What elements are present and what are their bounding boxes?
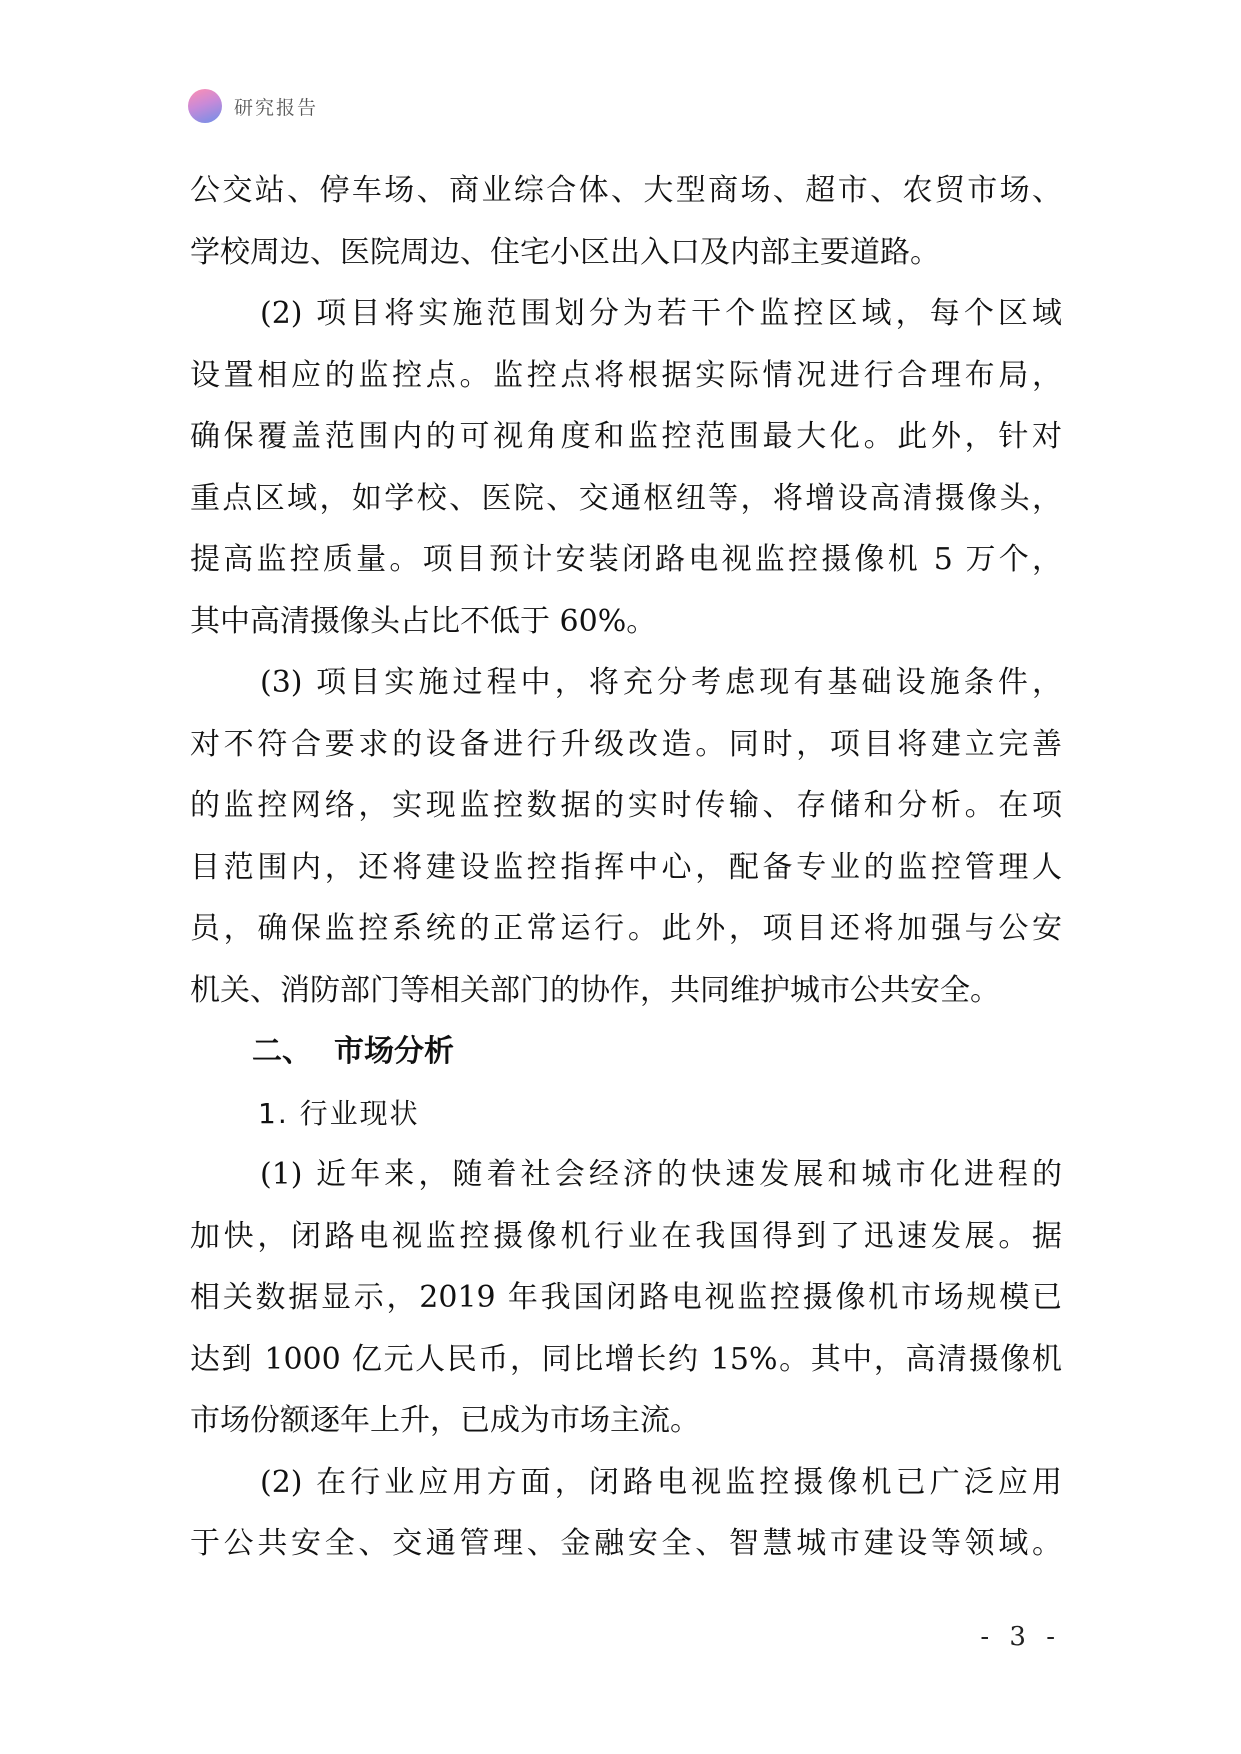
page-number: - 3 - (980, 1622, 1061, 1652)
text-line: (1) 近年来，随着社会经济的快速发展和城市化进程的 (260, 1157, 1062, 1192)
text-line: 加快，闭路电视监控摄像机行业在我国得到了迅速发展。据 (190, 1218, 1062, 1254)
report-header (188, 88, 318, 124)
text-line: (2) 项目将实施范围划分为若干个监控区域，每个区域 (260, 296, 1062, 331)
text-line: 机关、消防部门等相关部门的协作，共同维护城市公共安全。 (190, 972, 1000, 1008)
text-line: 员，确保监控系统的正常运行。此外，项目还将加强与公安 (190, 911, 1062, 946)
text-line: 于公共安全、交通管理、金融安全、智慧城市建设等领域。 (190, 1526, 1062, 1561)
logo-circle-icon (188, 89, 222, 123)
text-line: 的监控网络，实现监控数据的实时传输、存储和分析。在项 (190, 788, 1062, 823)
text-line: 设置相应的监控点。监控点将根据实际情况进行合理布局， (190, 357, 1062, 393)
document-body (190, 160, 1062, 1575)
paragraph-block-1 (190, 160, 1062, 1021)
text-line: 学校周边、医院周边、住宅小区出入口及内部主要道路。 (190, 234, 940, 270)
text-line: 市场份额逐年上升，已成为市场主流。 (190, 1403, 700, 1438)
paragraph-block-2 (190, 1144, 1062, 1575)
text-line: 相关数据显示，2019 年我国闭路电视监控摄像机市场规模已 (190, 1280, 1062, 1315)
text-line: 公交站、停车场、商业综合体、大型商场、超市、农贸市场、 (190, 173, 1062, 208)
header-title: 研究报告 (234, 96, 319, 119)
text-line: (3) 项目实施过程中，将充分考虑现有基础设施条件， (260, 665, 1062, 700)
section-heading (190, 1021, 1062, 1083)
text-line: 确保覆盖范围内的可视角度和监控范围最大化。此外，针对 (190, 419, 1062, 454)
text-line: 达到 1000 亿元人民币，同比增长约 15%。其中，高清摄像机 (190, 1341, 1062, 1377)
text-line: 目范围内，还将建设监控指挥中心，配备专业的监控管理人 (190, 849, 1062, 885)
text-line: 其中高清摄像头占比不低于 60%。 (190, 603, 657, 639)
section-number: 二、 (252, 1034, 312, 1069)
text-line: 对不符合要求的设备进行升级改造。同时，项目将建立完善 (190, 726, 1062, 762)
text-line: 提高监控质量。项目预计安装闭路电视监控摄像机 5 万个， (190, 542, 1062, 577)
section-title: 市场分析 (334, 1034, 454, 1069)
subsection-heading: 1. 行业现状 (258, 1096, 420, 1130)
text-line: 重点区域，如学校、医院、交通枢纽等，将增设高清摄像头， (190, 480, 1062, 516)
text-line: (2) 在行业应用方面，闭路电视监控摄像机已广泛应用 (260, 1464, 1062, 1500)
